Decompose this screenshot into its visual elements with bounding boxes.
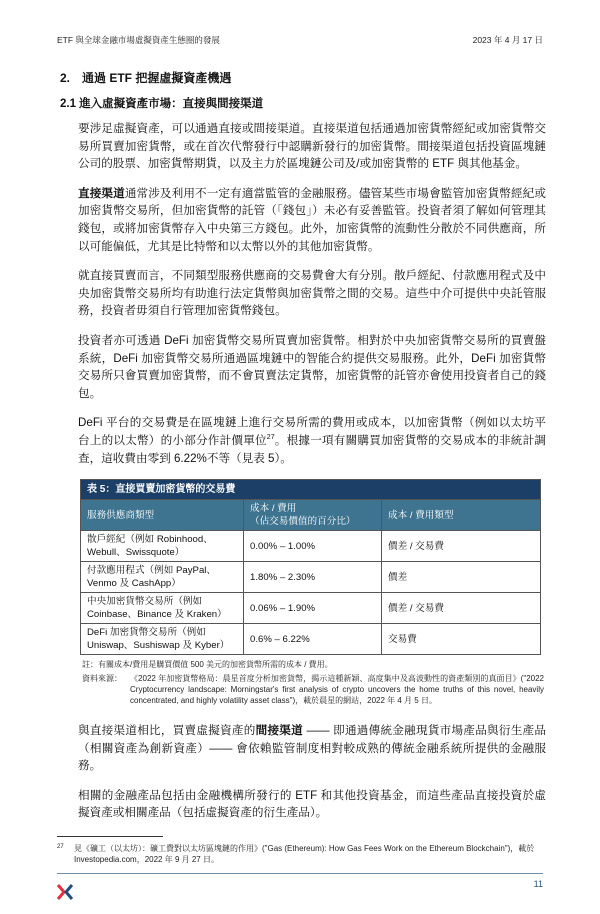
table-row bbox=[81, 531, 541, 562]
column-header: 服務供應商類型 bbox=[81, 500, 244, 531]
page-number: 11 bbox=[533, 879, 543, 890]
footnote-text: 見《礦工（以太坊）：礦工費對以太坊區塊鏈的作用》("Gas (Ethereum): How Gas Fees Work on the Ethereum Blockchain")，載於 Investopedia.com，2022 年 9 月 27 日。 bbox=[74, 844, 535, 865]
table-title: 表 5：直接買賣加密貨幣的交易費 bbox=[81, 480, 541, 500]
paragraph: 就直接買賣而言，不同類型服務供應商的交易費會大有分別。散戶經紀、付款應用程式及中央加密貨幣交易所均有助進行法定貨幣與加密貨幣之間的交易。這些中介可提供中央託管服務，投資者毋須自行管理加密貨幣錢包。 bbox=[78, 269, 546, 318]
table-row bbox=[81, 562, 541, 593]
footer-divider bbox=[57, 873, 543, 874]
table-cell: 散戶經紀（例如 Robinhood、Webull、Swissquote） bbox=[81, 531, 244, 562]
bold-term: 直接渠道 bbox=[78, 186, 125, 200]
fee-table bbox=[80, 479, 541, 655]
table-cell: 0.06% – 1.90% bbox=[244, 593, 382, 624]
column-header: 成本 / 費用 （佔交易價值的百分比） bbox=[244, 500, 382, 531]
table-cell: 付款應用程式（例如 PayPal、Venmo 及 CashApp） bbox=[81, 562, 244, 593]
paragraph-text: —— 即通過傳統金融現貨市場產品與衍生產品（相關資產為創新資產）—— 會依賴監管制度相對較成熟的傳統金融系統所提供的金融服務。 bbox=[78, 724, 546, 773]
running-header bbox=[57, 34, 543, 46]
running-header-date: 2023 年 4 月 17 日 bbox=[472, 35, 543, 45]
table-row bbox=[81, 593, 541, 624]
paragraph-text: 通常涉及利用不一定有適當監管的金融服務。儘管某些市場會監管加密貨幣經紀或加密貨幣交易所，但加密貨幣的託管（「錢包」）未必有妥善監管。投資者須了解如何管理其錢包，或將加密貨幣存入中央第三方錢包。此外，加密貨幣的流動性分散於不同供應商，所以可能偏低，尤其是比特幣和以太幣以外的其他加密貨幣。 bbox=[78, 186, 546, 253]
running-header-title: ETF 與全球金融市場虛擬資產生態圈的發展 bbox=[57, 35, 220, 45]
table-cell: 價差 / 交易費 bbox=[382, 593, 541, 624]
footnote-number: 27 bbox=[57, 844, 64, 851]
table-cell: 價差 bbox=[382, 562, 541, 593]
source-text: 《2022 年加密貨幣格局：晨星首度分析加密貨幣，揭示這種新穎、高度集中及高波動性的資產類別的真面目》("2022 Cryptocurrency landscape: Morningstar's first analysis of crypto uncovers the home truths of this novel, heavily concentrated, and highly volatility asset class")，載於晨星的網站，2022 年 4 月 5 日。 bbox=[130, 674, 544, 706]
table-row bbox=[81, 624, 541, 655]
footnote bbox=[57, 843, 547, 865]
section-title: 通過 ETF 把握虛擬資產機遇 bbox=[82, 71, 232, 85]
paragraph: 要涉足虛擬資產，可以通過直接或間接渠道。直接渠道包括通過加密貨幣經紀或加密貨幣交易所買賣加密貨幣，或在首次代幣發行中認購新發行的加密貨幣。間接渠道包括投資區塊鏈公司的股票、加密貨幣期貨，以及主力於區塊鏈公司及/或加密貨幣的 ETF 與其他基金。 bbox=[78, 122, 546, 171]
paragraph: 相關的金融產品包括由金融機構所發行的 ETF 和其他投資基金，而這些產品直接投資於虛擬資產或相關產品（包括虛擬資產的衍生產品）。 bbox=[78, 788, 546, 820]
paragraph bbox=[78, 414, 546, 467]
table-note: 註：有關成本/費用是購買價值 500 美元的加密貨幣所需的成本 / 費用。 bbox=[82, 660, 333, 670]
page-footer bbox=[57, 879, 543, 900]
paragraph bbox=[78, 722, 546, 775]
fee-table-wrapper bbox=[80, 479, 541, 655]
paragraph-text: DeFi 平台的交易費是在區塊鏈上進行交易所需的費用或成本，以加密貨幣（例如以太坊平台上的以太幣）的小部分作計價單位 bbox=[78, 416, 546, 447]
table-cell: 價差 / 交易費 bbox=[382, 531, 541, 562]
paragraph: 投資者亦可透過 DeFi 加密貨幣交易所買賣加密貨幣。相對於中央加密貨幣交易所的買賣盤系統，DeFi 加密貨幣交易所通過區塊鏈中的智能合約提供交易服務。此外，DeFi 加密貨幣交易所只會買賣加密貨幣，而不會買賣法定貨幣，加密貨幣的託管亦會使用投資者自己的錢包。 bbox=[78, 333, 546, 400]
footnote-divider bbox=[57, 836, 163, 837]
paragraph-text: 與直接渠道相比，買賣虛擬資產的 bbox=[78, 724, 256, 738]
paragraph bbox=[78, 185, 546, 255]
table-cell: 0.00% – 1.00% bbox=[244, 531, 382, 562]
footnote-ref[interactable]: 27 bbox=[266, 434, 275, 442]
bold-term: 間接渠道 bbox=[255, 724, 303, 738]
table-source bbox=[82, 673, 544, 706]
source-label: 資料來源： bbox=[82, 674, 122, 684]
table-cell: DeFi 加密貨幣交易所（例如 Uniswap、Sushiswap 及 Kyber） bbox=[81, 624, 244, 655]
body-text bbox=[78, 120, 546, 467]
table-cell: 1.80% – 2.30% bbox=[244, 562, 382, 593]
paragraph-text: 。根據一項有關購買加密貨幣的交易成本的非統計調查，這收費由零到 6.22%不等（見表 5）。 bbox=[78, 433, 546, 465]
section-number: 2. bbox=[60, 71, 71, 85]
table-cell: 交易費 bbox=[382, 624, 541, 655]
column-header: 成本 / 費用類型 bbox=[382, 500, 541, 531]
section-heading bbox=[57, 70, 543, 86]
table-cell: 中央加密貨幣交易所（例如 Coinbase、Binance 及 Kraken） bbox=[81, 593, 244, 624]
body-text-lower bbox=[78, 722, 546, 822]
subsection-heading: 2.1 進入虛擬資產市場：直接與間接渠道 bbox=[60, 98, 264, 110]
hkex-logo-icon bbox=[57, 884, 73, 900]
table-cell: 0.6% – 6.22% bbox=[244, 624, 382, 655]
